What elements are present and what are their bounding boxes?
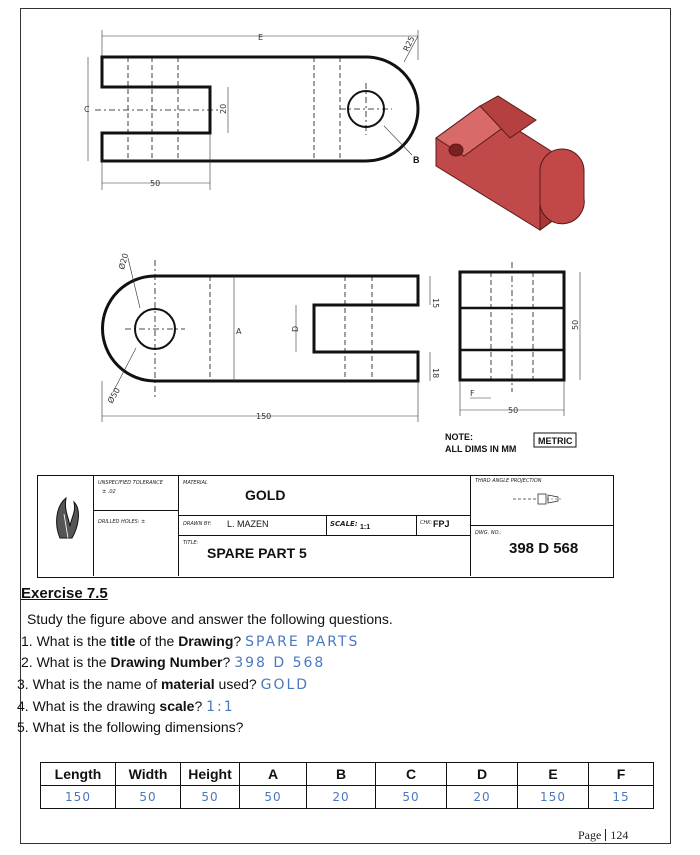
tolerance-value: ± .02: [102, 489, 116, 495]
drilled-holes-label: DRILLED HOLES: ±: [98, 519, 146, 525]
metric-badge: METRIC: [538, 436, 573, 446]
dim-18: 18: [431, 368, 440, 379]
note-label: NOTE:: [445, 432, 473, 442]
checked-label: CHK:: [420, 520, 433, 526]
question-4: 4. What is the drawing scale? 1:1: [17, 698, 235, 715]
header-width: Width: [116, 763, 181, 786]
dim-50: 50: [150, 179, 161, 188]
value-a: 50: [240, 786, 307, 809]
dim-15: 15: [431, 298, 440, 309]
header-length: Length: [41, 763, 116, 786]
drawing-number-label: DWG. NO.:: [475, 530, 502, 536]
value-height: 50: [181, 786, 240, 809]
tolerance-label: UNSPECIFIED TOLERANCE: [98, 480, 163, 486]
scale-label: SCALE:: [330, 520, 358, 528]
value-d: 20: [447, 786, 518, 809]
answer-2: 398 D 568: [234, 655, 326, 671]
isometric-part: [436, 96, 584, 230]
answer-3: GOLD: [260, 677, 310, 693]
checked-value: FPJ: [433, 519, 450, 529]
dim-label-b: B: [413, 155, 420, 165]
exercise-intro: Study the figure above and answer the following questions.: [27, 611, 393, 627]
exercise-heading: Exercise 7.5: [21, 585, 108, 602]
dimensions-table: [40, 762, 654, 809]
projection-label: THIRD ANGLE PROJECTION: [475, 478, 542, 484]
page-number: Page 124: [578, 828, 629, 842]
title-label: TITLE:: [183, 540, 199, 546]
header-b: B: [307, 763, 376, 786]
dim-label-c: C: [84, 105, 90, 114]
drawn-by-value: L. MAZEN: [227, 519, 269, 529]
drawing-title: SPARE PART 5: [207, 545, 307, 561]
logo-cell: [38, 476, 94, 576]
dim-label-d: D: [291, 325, 300, 332]
drawn-by-label: DRAWN BY:: [183, 521, 212, 527]
header-c: C: [376, 763, 447, 786]
value-e: 150: [518, 786, 589, 809]
dim-dia50: Ø50: [105, 386, 122, 405]
value-b: 20: [307, 786, 376, 809]
scale-value: 1:1: [360, 524, 371, 531]
dim-label-f: F: [470, 389, 475, 398]
dim-side-50v: 50: [571, 319, 580, 330]
dim-label-a: A: [236, 327, 242, 336]
header-height: Height: [181, 763, 240, 786]
drawing-number-value: 398 D 568: [509, 540, 579, 557]
value-width: 50: [116, 786, 181, 809]
dimensions-answer-row: [41, 786, 654, 809]
dim-20: 20: [219, 103, 228, 114]
front-view: [102, 258, 430, 422]
header-a: A: [240, 763, 307, 786]
dim-side-50: 50: [508, 406, 519, 415]
value-f: 15: [589, 786, 654, 809]
question-3: 3. What is the name of material used? GOLD: [17, 676, 310, 693]
question-5: 5. What is the following dimensions?: [17, 719, 244, 735]
header-f: F: [589, 763, 654, 786]
question-2: 2. What is the Drawing Number? 398 D 568: [21, 654, 326, 671]
feather-logo-icon: [38, 476, 94, 576]
value-c: 50: [376, 786, 447, 809]
answer-1: SPARE PARTS: [245, 634, 360, 650]
material-label: MATERIAL: [183, 480, 208, 486]
third-angle-projection-icon: [511, 490, 571, 508]
exercise-section: [21, 585, 108, 602]
note-text: ALL DIMS IN MM: [445, 444, 517, 454]
value-length: 150: [41, 786, 116, 809]
top-view: [88, 30, 418, 190]
dim-r25: R25: [401, 34, 417, 53]
material-value: GOLD: [245, 487, 286, 503]
answer-4: 1:1: [206, 699, 235, 715]
dim-label-e: E: [258, 33, 264, 42]
dimensions-header-row: [41, 763, 654, 786]
header-e: E: [518, 763, 589, 786]
side-view: [460, 262, 580, 416]
header-d: D: [447, 763, 518, 786]
title-block: [37, 475, 614, 578]
dim-dia20: Ø20: [117, 252, 131, 271]
dim-150: 150: [256, 412, 272, 421]
question-1: 1. What is the title of the Drawing? SPARE PARTS: [21, 633, 360, 650]
